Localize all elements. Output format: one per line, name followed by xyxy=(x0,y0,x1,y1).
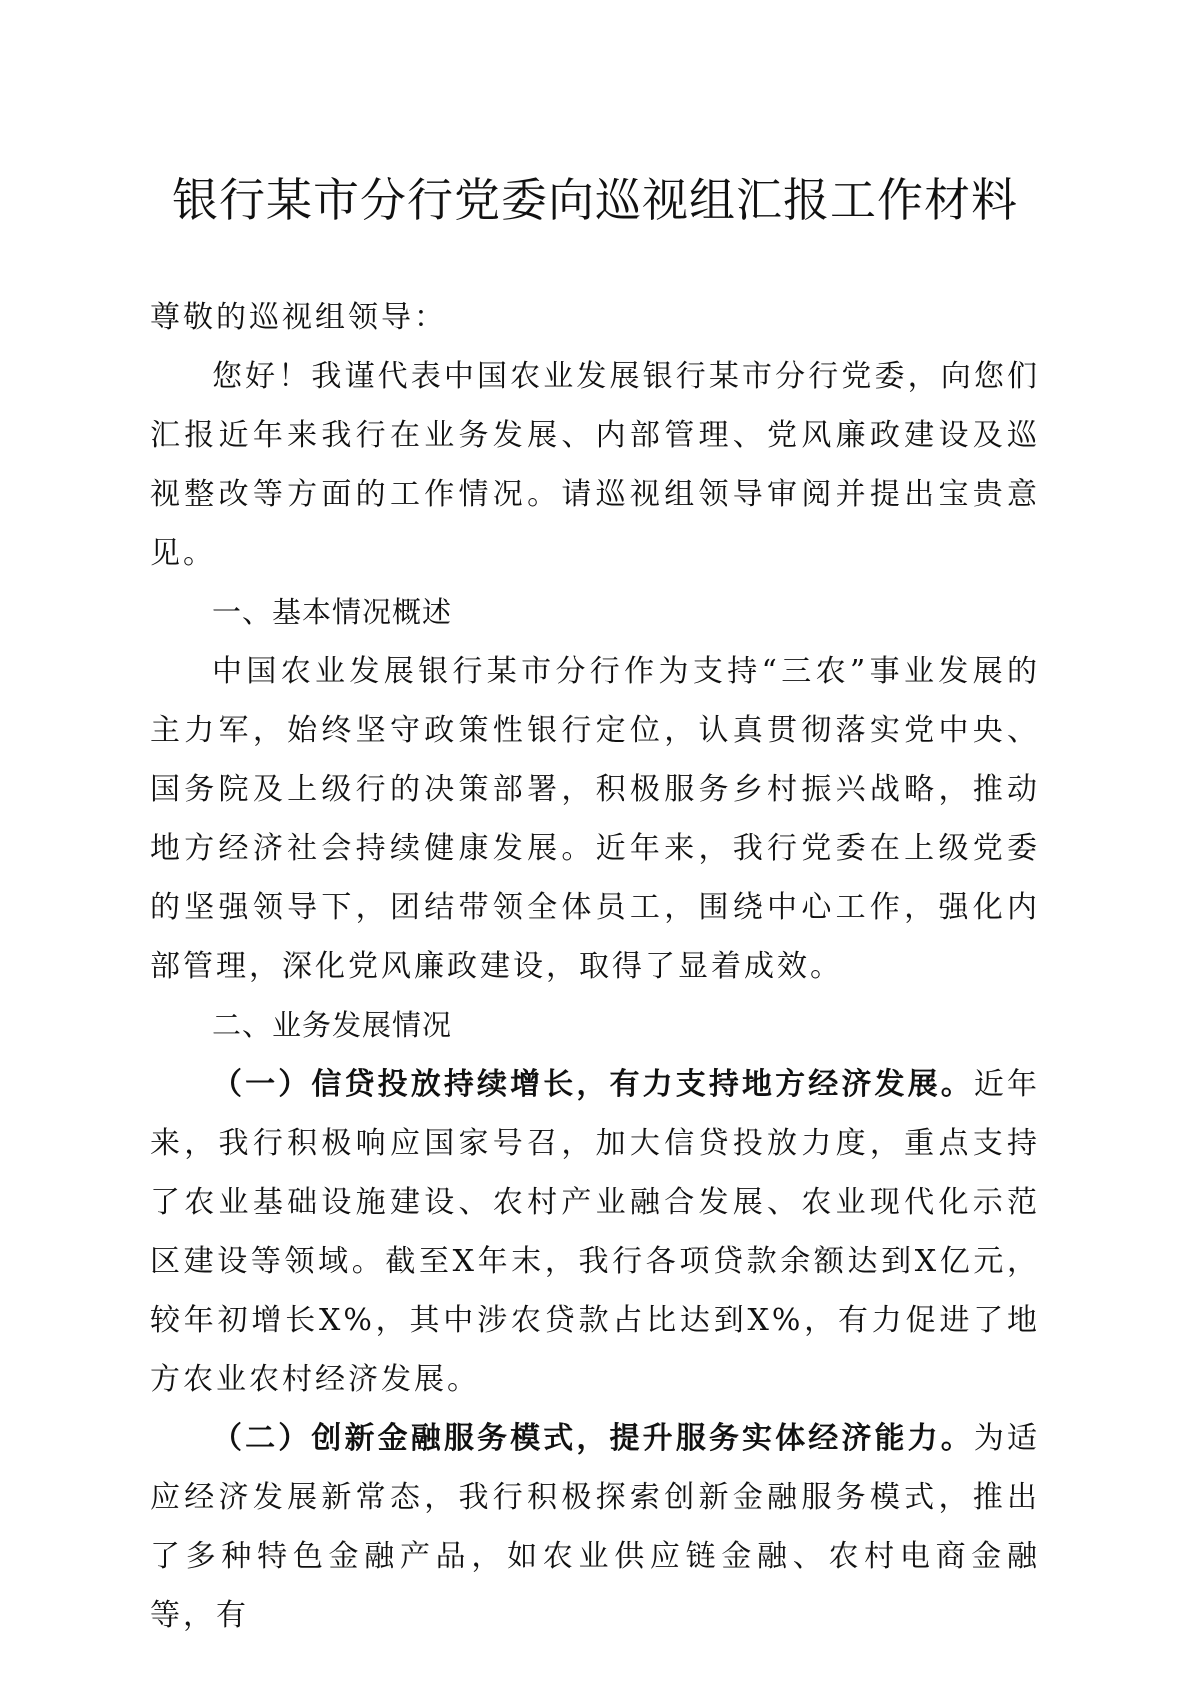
salutation: 尊敬的巡视组领导： xyxy=(150,300,447,335)
item-text-credit-growth: 近年来，我行积极响应国家号召，加大信贷投放力度，重点支持了农业基础设施建设、农村产业融合发展、农业现代化示范区建设等领域。截至X年末，我行各项贷款余额达到X亿元，较年初增长X%，其中涉农贷款占比达到X%，有力促进了地方农业农村经济发展。 xyxy=(150,1067,1040,1397)
item-text-service-innovation: 为适应经济发展新常态，我行积极探索创新金融服务模式，推出了多种特色金融产品，如农业供应链金融、农村电商金融等，有 xyxy=(150,1421,1040,1633)
item-lead-service-innovation: （二）创新金融服务模式，提升服务实体经济能力。 xyxy=(212,1421,974,1456)
document-body xyxy=(150,288,1040,1645)
item-lead-credit-growth: （一）信贷投放持续增长，有力支持地方经济发展。 xyxy=(212,1067,974,1102)
document-title: 银行某市分行党委向巡视组汇报工作材料 xyxy=(172,173,1018,227)
item-paragraph-credit-growth xyxy=(150,1055,1040,1409)
section-paragraph-basic-overview: 中国农业发展银行某市分行作为支持“三农”事业发展的主力军，始终坚守政策性银行定位，认真贯彻落实党中央、国务院及上级行的决策部署，积极服务乡村振兴战略，推动地方经济社会持续健康发展。近年来，我行党委在上级党委的坚强领导下，团结带领全体员工，围绕中心工作，强化内部管理，深化党风廉政建设，取得了显着成效。 xyxy=(150,654,1040,984)
intro-paragraph: 您好！我谨代表中国农业发展银行某市分行党委，向您们汇报近年来我行在业务发展、内部管理、党风廉政建设及巡视整改等方面的工作情况。请巡视组领导审阅并提出宝贵意见。 xyxy=(150,359,1040,571)
section-heading-basic-overview: 一、基本情况概述 xyxy=(212,595,453,629)
section-heading-business-development: 二、业务发展情况 xyxy=(212,1008,453,1042)
item-paragraph-service-innovation xyxy=(150,1409,1040,1645)
